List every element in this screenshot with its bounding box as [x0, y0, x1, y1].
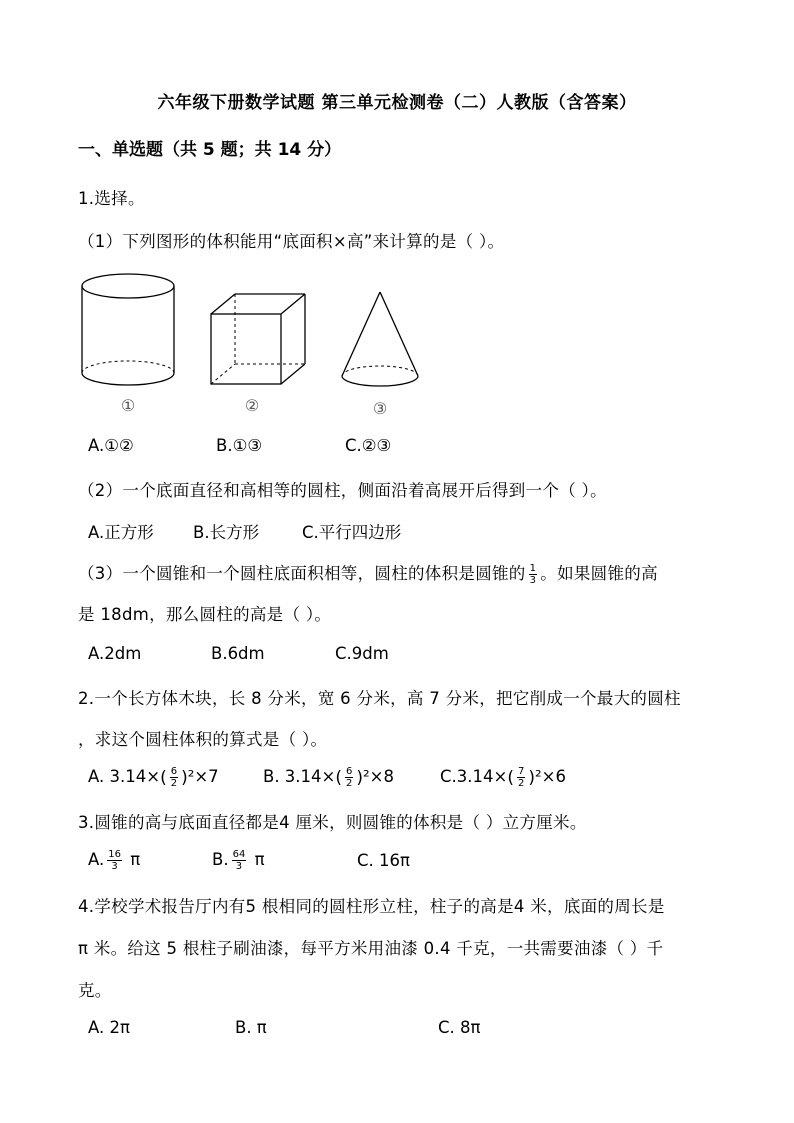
fraction-numerator: 6 — [170, 766, 178, 777]
q4-option-c[interactable]: C. 8π — [438, 1018, 481, 1037]
q1-2-option-b[interactable]: B.长方形 — [193, 523, 260, 542]
q3-option-a-suffix: π — [130, 850, 141, 869]
fraction — [107, 849, 122, 872]
q3-text: 3.圆锥的高与底面直径都是4 厘米，则圆锥的体积是（ ）立方厘米。 — [78, 813, 587, 832]
q1-3-option-b[interactable]: B.6dm — [211, 644, 265, 663]
fraction — [232, 849, 247, 872]
figure-label-2: ② — [244, 396, 260, 415]
paren-fraction: ( $\frac{6}{2}$ ) — [335, 766, 364, 789]
q2-option-a-prefix: A. 3.14× — [88, 767, 161, 786]
q2-option-a-suffix: ²×7 — [187, 767, 219, 786]
q2-option-b-suffix: ²×8 — [363, 767, 394, 786]
fraction-numerator: 64 — [232, 849, 246, 860]
fraction-numerator: 1 — [529, 563, 537, 574]
q1-1-option-b[interactable]: B.①③ — [216, 436, 263, 455]
q3-option-b-suffix: π — [254, 850, 265, 869]
cone-figure — [336, 288, 426, 420]
q2-option-b[interactable] — [263, 766, 394, 789]
fraction — [529, 563, 538, 586]
q1-sub1-text: （1）下列图形的体积能用“底面积×高”来计算的是（ ）。 — [78, 232, 505, 251]
q1-1-option-a[interactable]: A.①② — [88, 436, 134, 455]
q4-option-a[interactable]: A. 2π — [88, 1018, 130, 1037]
q2-option-c-suffix: ²×6 — [535, 767, 566, 786]
fraction-numerator: 6 — [346, 766, 353, 777]
fraction-denominator: 3 — [235, 861, 243, 872]
fraction-denominator: 3 — [111, 861, 118, 872]
q2-line2: ，求这个圆柱体积的算式是（ ）。 — [78, 730, 328, 749]
q1-2-option-c[interactable]: C.平行四边形 — [302, 523, 402, 542]
q2-option-c-prefix: C.3.14× — [440, 767, 508, 786]
paren-fraction: ( $\frac{6}{2}$ ) — [160, 766, 188, 789]
section-heading: 一、单选题（共 5 题；共 14 分） — [78, 140, 342, 160]
q4-line1: 4.学校学术报告厅内有5 根相同的圆柱形立柱，柱子的高是4 米，底面的周长是 — [78, 897, 665, 916]
q4-line3: 克。 — [78, 981, 112, 1000]
q4-line2: π 米。给这 5 根柱子刷油漆，每平方米用油漆 0.4 千克，一共需要油漆（ ）千 — [78, 939, 664, 958]
paren-fraction: ( $\frac{7}{2}$ ) — [507, 766, 535, 789]
fraction-denominator: 2 — [170, 778, 178, 789]
figure-label-1: ① — [120, 396, 136, 415]
q1-3-option-a[interactable]: A.2dm — [88, 644, 142, 663]
q2-option-a[interactable] — [88, 766, 219, 789]
q1-sub3-text-b: 。如果圆锥的高 — [540, 564, 658, 583]
q1-2-option-a[interactable]: A.正方形 — [88, 523, 154, 542]
q1-sub3-text-a: （3）一个圆锥和一个圆柱底面积相等，圆柱的体积是圆锥的 — [78, 564, 526, 583]
page-title: 六年级下册数学试题 第三单元检测卷（二）人教版（含答案） — [157, 93, 637, 113]
q1-sub3-line1 — [78, 560, 658, 586]
q1-stem: 1.选择。 — [78, 189, 145, 208]
q1-3-option-c[interactable]: C.9dm — [335, 644, 389, 663]
q3-option-a[interactable] — [88, 849, 140, 872]
q1-sub2-text: （2）一个底面直径和高相等的圆柱，侧面沿着高展开后得到一个（ ）。 — [78, 481, 607, 500]
q3-option-c[interactable]: C. 16π — [357, 851, 410, 870]
fraction-denominator: 2 — [346, 778, 353, 789]
q3-option-b-prefix: B. — [212, 850, 229, 869]
cube-figure — [205, 290, 315, 418]
q4-option-b[interactable]: B. π — [235, 1018, 267, 1037]
q1-sub3-line2: 是 18dm，那么圆柱的高是（ ）。 — [78, 605, 332, 624]
q1-1-option-c[interactable]: C.②③ — [345, 436, 392, 455]
figure-label-3: ③ — [372, 399, 388, 418]
cylinder-figure — [76, 268, 180, 418]
q2-option-c[interactable] — [440, 766, 566, 789]
q3-option-a-prefix: A. — [88, 850, 105, 869]
fraction-denominator: 3 — [529, 575, 537, 586]
q2-option-b-prefix: B. 3.14× — [263, 767, 336, 786]
fraction-numerator: 16 — [108, 849, 121, 860]
q2-line1: 2.一个长方体木块，长 8 分米，宽 6 分米，高 7 分米，把它削成一个最大的圆柱 — [78, 689, 681, 708]
fraction-denominator: 2 — [517, 778, 525, 789]
q3-option-b[interactable] — [212, 849, 265, 872]
fraction-numerator: 7 — [517, 766, 525, 777]
